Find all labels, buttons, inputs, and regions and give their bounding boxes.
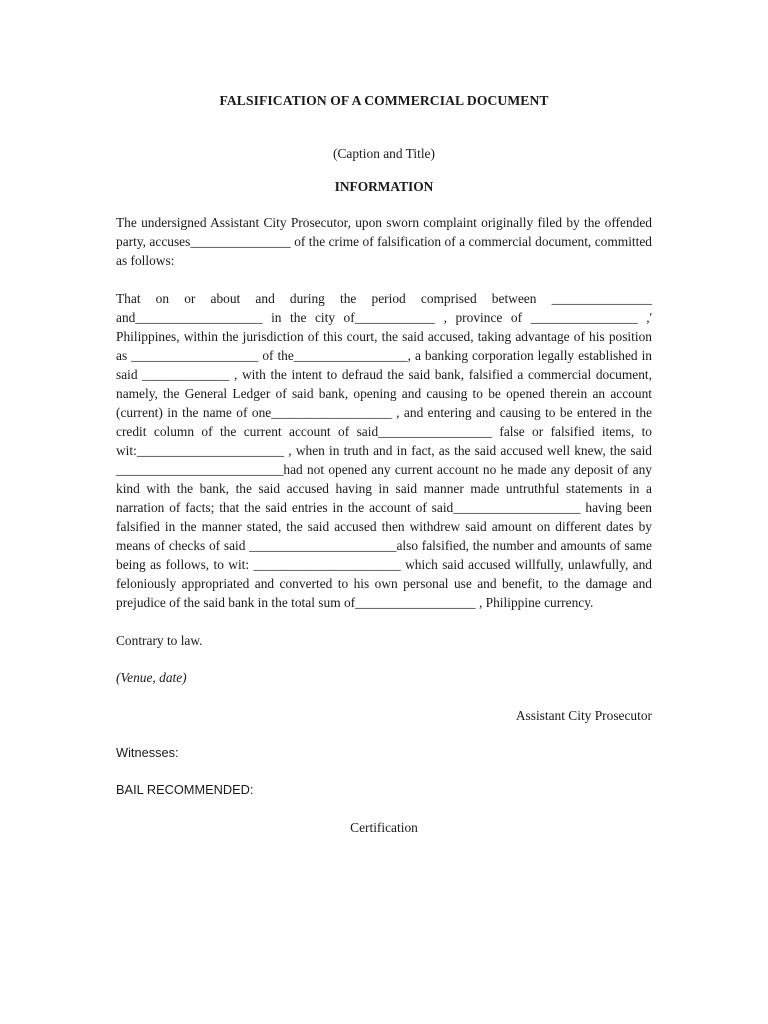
complaint-paragraph: The undersigned Assistant City Prosecutor, upon sworn complaint originally filed by the offended party, accuses_______________ of the crime of falsification of a commercial document, committed as follows: [116, 215, 652, 268]
bail-recommended-label: BAIL RECOMMENDED: [116, 782, 254, 797]
caption-title-placeholder: (Caption and Title) [333, 146, 435, 161]
contrary-to-law-text: Contrary to law. [116, 633, 203, 648]
venue-date-text: (Venue, date) [116, 670, 187, 685]
charge-paragraph: That on or about and during the period comprised between _______________ and___________________ in the city of____________ , province of ________________ ,' Philippines, within the jurisdiction of this court, the said accused, taking advantage of his position as ___________________ of the_________________, a banking corporation legally established in said _____________ , with the intent to defraud the said bank, falsified a commercial document, namely, the General Ledger of said bank, opening and causing to be opened therein an account (current) in the name of one__________________ , and entering and causing to be entered in the credit column of the current account of said_________________ false or falsified items, to wit:______________________ , when in truth and in fact, as the said accused well knew, the said _________________________had not opened any current account no he made any deposit of any kind with the bank, the said accused having in said manner made untruthful statements in a narration of facts; that the said entries in the account of said___________________ having been falsified in the manner stated, the said accused then withdrew said amount on different dates by means of checks of said ______________________also falsified, the number and amounts of same being as follows, to wit: ______________________ which said accused willfully, unlawfully, and feloniously appropriated and converted to his own personal use and benefit, to the damage and prejudice of the said bank in the total sum of__________________ , Philippine currency. [116, 291, 652, 610]
certification-heading: Certification [350, 820, 418, 835]
document-title: FALSIFICATION OF A COMMERCIAL DOCUMENT [219, 93, 549, 108]
prosecutor-signature-label: Assistant City Prosecutor [515, 708, 652, 723]
witnesses-label: Witnesses: [116, 745, 179, 760]
information-heading: INFORMATION [334, 179, 434, 194]
